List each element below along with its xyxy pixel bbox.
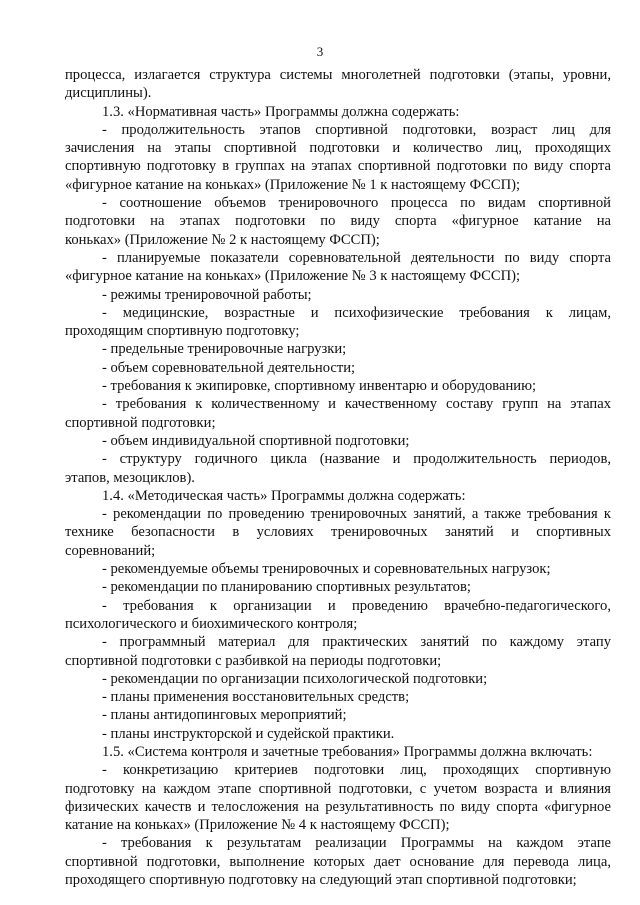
text-line: технике безопасности в условиях тренировочных занятий и спортивных: [65, 524, 611, 541]
text-line: - структуру годичного цикла (название и продолжительность периодов,: [102, 451, 611, 468]
text-line: - планы антидопинговых мероприятий;: [102, 707, 347, 724]
text-line: - планы инструкторской и судейской практики.: [102, 725, 395, 742]
text-line: - требования к экипировке, спортивному инвентарю и оборудованию;: [102, 378, 537, 395]
text-line: коньках» (Приложение № 2 к настоящему ФССП);: [65, 231, 380, 248]
text-line: соревнований;: [65, 542, 156, 559]
text-line: - требования к результатам реализации Программы на каждом этапе: [102, 835, 611, 852]
paragraph: [65, 688, 611, 706]
text-line: «фигурное катание на коньках» (Приложение № 1 к настоящему ФССП);: [65, 176, 521, 193]
paragraph: [65, 340, 611, 358]
text-line: - предельные тренировочные нагрузки;: [102, 341, 347, 358]
paragraph: [65, 450, 611, 487]
paragraph: [65, 377, 611, 395]
text-line: зачисления на этапы спортивной подготовки и количество лиц, проходящих: [65, 140, 611, 157]
paragraph: [65, 633, 611, 670]
text-line: «фигурное катание на коньках» (Приложение № 3 к настоящему ФССП);: [65, 268, 521, 285]
paragraph: [65, 505, 611, 560]
text-line: физических качеств и телосложения на результативность по виду спорта «фигурное: [65, 798, 611, 815]
paragraph: [65, 121, 611, 194]
paragraph: [65, 670, 611, 688]
document-body: [65, 66, 611, 889]
text-line: - рекомендуемые объемы тренировочных и соревновательных нагрузок;: [102, 561, 551, 578]
text-line: дисциплины).: [65, 85, 152, 102]
text-line: подготовку на каждом этапе спортивной подготовки, с учетом возраста и влияния: [65, 780, 611, 797]
paragraph: [65, 706, 611, 724]
text-line: 1.5. «Система контроля и зачетные требования» Программы должна включать:: [102, 743, 593, 760]
paragraph: [65, 194, 611, 249]
text-line: 1.4. «Методическая часть» Программы должна содержать:: [102, 487, 466, 504]
text-line: - соотношение объемов тренировочного процесса по видам спортивной: [102, 195, 611, 212]
text-line: этапов, мезоциклов).: [65, 469, 195, 486]
text-line: - программный материал для практических занятий по каждому этапу: [102, 634, 611, 651]
paragraph: [65, 560, 611, 578]
paragraph: [65, 743, 611, 761]
text-line: - планы применения восстановительных средств;: [102, 689, 410, 706]
paragraph: [65, 761, 611, 834]
text-line: - планируемые показатели соревновательной деятельности по виду спорта: [102, 249, 611, 266]
paragraph: [65, 487, 611, 505]
text-line: - рекомендации по организации психологической подготовки;: [102, 670, 488, 687]
text-line: - требования к количественному и качественному составу групп на этапах: [102, 396, 611, 413]
paragraph: [65, 395, 611, 432]
text-line: - объем индивидуальной спортивной подготовки;: [102, 432, 410, 449]
text-line: 1.3. «Нормативная часть» Программы должна содержать:: [102, 103, 460, 120]
text-line: - конкретизацию критериев подготовки лиц, проходящих спортивную: [102, 762, 611, 779]
text-line: - режимы тренировочной работы;: [102, 286, 312, 303]
text-line: психологического и биохимического контроля;: [65, 615, 358, 632]
text-line: процесса, излагается структура системы многолетней подготовки (этапы, уровни,: [65, 67, 611, 83]
text-line: - продолжительность этапов спортивной подготовки, возраст лиц для: [102, 121, 611, 138]
paragraph: [65, 432, 611, 450]
text-line: - рекомендации по планированию спортивных результатов;: [102, 579, 471, 596]
text-line: подготовки на этапах подготовки по виду спорта «фигурное катание на: [65, 213, 611, 230]
paragraph: [65, 834, 611, 889]
text-line: - объем соревновательной деятельности;: [102, 359, 356, 376]
text-line: спортивной подготовки, выполнение которых дает основание для перевода лица,: [65, 853, 611, 870]
paragraph: [65, 359, 611, 377]
paragraph: [65, 66, 611, 103]
text-line: - требования к организации и проведению врачебно-педагогического,: [102, 597, 611, 614]
text-line: - медицинские, возрастные и психофизические требования к лицам,: [102, 304, 611, 321]
paragraph: [65, 304, 611, 341]
text-line: спортивной подготовки с разбивкой на периоды подготовки;: [65, 652, 442, 669]
text-line: проходящего спортивную подготовку на следующий этап спортивной подготовки;: [65, 872, 577, 889]
paragraph: [65, 286, 611, 304]
paragraph: [65, 597, 611, 634]
text-line: - рекомендации по проведению тренировочных занятий, а также требования к: [102, 506, 611, 523]
paragraph: [65, 578, 611, 596]
text-line: спортивной подготовки;: [65, 414, 216, 431]
text-line: спортивную подготовку в группах на этапах спортивной подготовки по виду спорта: [65, 158, 611, 175]
page-number: 3: [316, 44, 324, 59]
text-line: проходящим спортивную подготовку;: [65, 323, 300, 340]
paragraph: [65, 725, 611, 743]
paragraph: [65, 103, 611, 121]
text-line: катание на коньках» (Приложение № 4 к настоящему ФССП);: [65, 817, 450, 834]
paragraph: [65, 249, 611, 286]
